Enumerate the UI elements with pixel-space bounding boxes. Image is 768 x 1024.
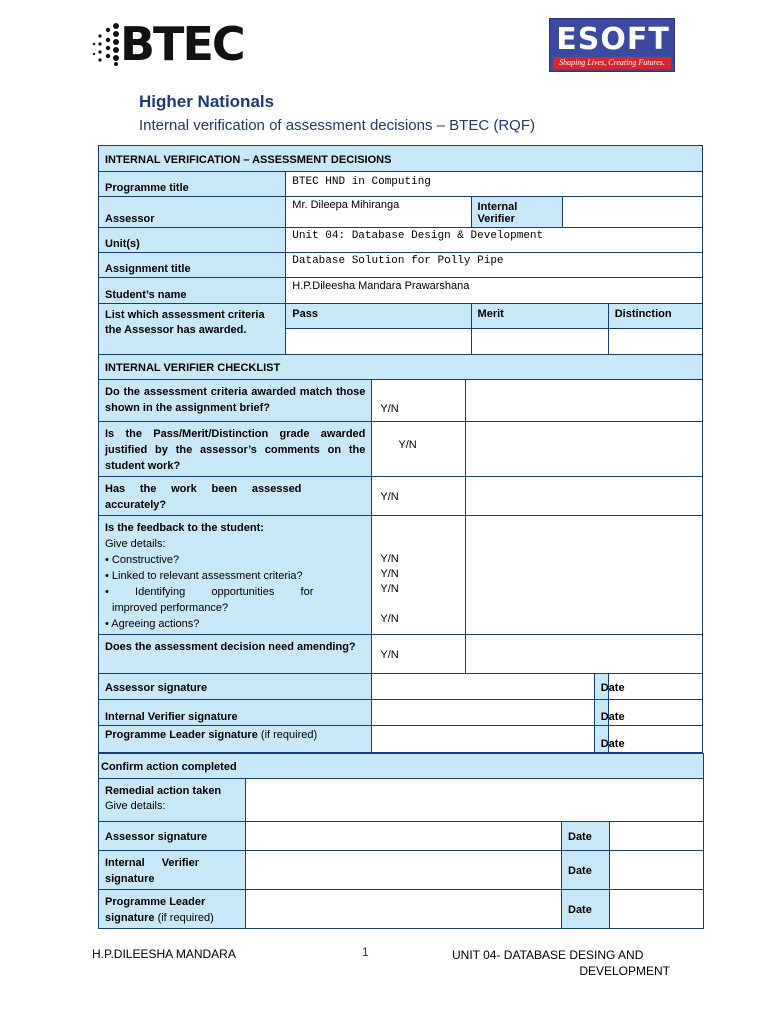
programme-title-label: Programme title — [99, 172, 286, 197]
btec-wordmark: BTEC — [120, 17, 244, 71]
checklist-q4-yn-4[interactable]: Y/N — [380, 613, 399, 625]
assessor-signature-field[interactable] — [372, 674, 594, 700]
checklist-q4-item-linked: • Linked to relevant assessment criteria? — [105, 570, 303, 582]
programme-title-value[interactable]: BTEC HND in Computing — [286, 172, 703, 197]
page-subtitle: Internal verification of assessment decisions – BTEC (RQF) — [139, 117, 535, 134]
pl-signature-field[interactable] — [372, 726, 594, 753]
remedial-field[interactable] — [246, 779, 704, 822]
btec-logo — [92, 16, 252, 72]
iv-signature-field[interactable] — [372, 700, 594, 726]
confirm-pl-date-field[interactable] — [610, 890, 704, 929]
iv-date-label: Date — [594, 700, 608, 726]
checklist-section-title: INTERNAL VERIFIER CHECKLIST — [99, 355, 703, 380]
esoft-wordmark: ESOFT — [556, 22, 670, 57]
checklist-q1-yn[interactable]: Y/N — [372, 380, 465, 422]
checklist-q1: Do the assessment criteria awarded match those shown in the assignment brief? — [99, 380, 372, 422]
checklist-q4-yn-1[interactable]: Y/N — [380, 553, 399, 565]
checklist-q3-yn[interactable]: Y/N — [372, 477, 465, 516]
pl-date-label: Date — [594, 726, 608, 753]
confirm-pl-signature-label — [99, 890, 246, 929]
assignment-title-value[interactable]: Database Solution for Polly Pipe — [286, 253, 703, 278]
confirm-iv-date-field[interactable] — [610, 851, 704, 890]
checklist-q4-item-constructive: • Constructive? — [105, 554, 180, 566]
remedial-give-details: Give details: — [105, 800, 166, 812]
units-label: Unit(s) — [99, 228, 286, 253]
student-name-label: Student’s name — [99, 278, 286, 304]
checklist-q4-give-details: Give details: — [105, 538, 166, 550]
units-value[interactable]: Unit 04: Database Design & Development — [286, 228, 703, 253]
remedial-title: Remedial action taken — [105, 785, 222, 797]
distinction-label: Distinction — [608, 304, 702, 329]
iv-signature-label: Internal Verifier signature — [99, 700, 372, 726]
checklist-q2: Is the Pass/Merit/Distinction grade awarded justified by the assessor’s comments on the student work? — [99, 422, 372, 477]
decisions-section-title: INTERNAL VERIFICATION – ASSESSMENT DECISIONS — [99, 146, 703, 172]
checklist-q4-yn-3[interactable]: Y/N — [380, 583, 399, 595]
assessor-date-label: Date — [594, 674, 608, 700]
checklist-q4-item-identifying: • Identifying opportunities for — [105, 586, 314, 598]
confirm-pl-date-label: Date — [562, 890, 610, 929]
criteria-label: List which assessment criteria the Assessor has awarded. — [99, 304, 286, 355]
confirm-iv-date-label: Date — [562, 851, 610, 890]
confirm-assessor-signature-field[interactable] — [246, 822, 562, 851]
checklist-q4-yn-2[interactable]: Y/N — [380, 568, 399, 580]
footer-page-number: 1 — [362, 945, 369, 959]
confirm-pl-signature-text: Programme Leader signature — [105, 896, 206, 924]
internal-verifier-label: Internal Verifier — [471, 197, 562, 228]
pl-signature-text: Programme Leader signature — [105, 729, 258, 741]
assessor-value[interactable]: Mr. Dileepa Mihiranga — [286, 197, 471, 228]
esoft-tagline: Shaping Lives, Creating Futures. — [553, 57, 671, 69]
remedial-label — [99, 779, 246, 822]
checklist-q3-comment[interactable] — [465, 477, 702, 516]
confirm-iv-signature-field[interactable] — [246, 851, 562, 890]
student-name-value[interactable]: H.P.Dileesha Mandara Prawarshana — [286, 278, 703, 304]
confirm-assessor-date-field[interactable] — [610, 822, 704, 851]
confirm-assessor-date-label: Date — [562, 822, 610, 851]
pl-if-required: (if required) — [257, 729, 318, 741]
confirm-action-table — [98, 753, 704, 929]
confirm-iv-signature-label: Internal Verifier signature — [99, 851, 246, 890]
assessor-signature-label: Assessor signature — [99, 674, 372, 700]
checklist-q4-item-agreeing: • Agreeing actions? — [105, 618, 200, 630]
assignment-title-label: Assignment title — [99, 253, 286, 278]
confirm-pl-if-required: (if required) — [154, 912, 214, 924]
checklist-q4-yn-group — [372, 516, 465, 635]
distinction-value[interactable] — [608, 329, 702, 355]
pass-label: Pass — [286, 304, 471, 329]
checklist-q2-yn[interactable]: Y/N — [372, 422, 465, 477]
checklist-q2-comment[interactable] — [465, 422, 702, 477]
checklist-q5: Does the assessment decision need amending? — [99, 635, 372, 674]
pl-signature-label — [99, 726, 372, 753]
confirm-section-title: Confirm action completed — [99, 754, 704, 779]
checklist-q4-item-improved: improved performance? — [112, 602, 229, 614]
assessment-decisions-table — [98, 145, 703, 753]
merit-label: Merit — [471, 304, 608, 329]
confirm-assessor-signature-label: Assessor signature — [99, 822, 246, 851]
internal-verifier-value[interactable] — [562, 197, 702, 228]
footer-unit — [452, 947, 670, 979]
checklist-q3: Has the work been assessed accurately? — [99, 477, 372, 516]
page-title: Higher Nationals — [139, 92, 275, 111]
esoft-logo — [549, 18, 675, 72]
checklist-q4 — [99, 516, 372, 635]
confirm-pl-signature-field[interactable] — [246, 890, 562, 929]
merit-value[interactable] — [471, 329, 608, 355]
footer-unit-line1: UNIT 04- DATABASE DESING AND — [452, 948, 644, 962]
checklist-q5-comment[interactable] — [465, 635, 702, 674]
checklist-q5-yn[interactable]: Y/N — [372, 635, 465, 674]
checklist-q1-comment[interactable] — [465, 380, 702, 422]
pass-value[interactable] — [286, 329, 471, 355]
footer-author: H.P.DILEESHA MANDARA — [92, 947, 236, 961]
checklist-q4-title: Is the feedback to the student: — [105, 522, 264, 534]
footer-unit-line2: DEVELOPMENT — [579, 964, 670, 978]
checklist-q4-comment[interactable] — [465, 516, 702, 635]
assessor-label: Assessor — [99, 197, 286, 228]
